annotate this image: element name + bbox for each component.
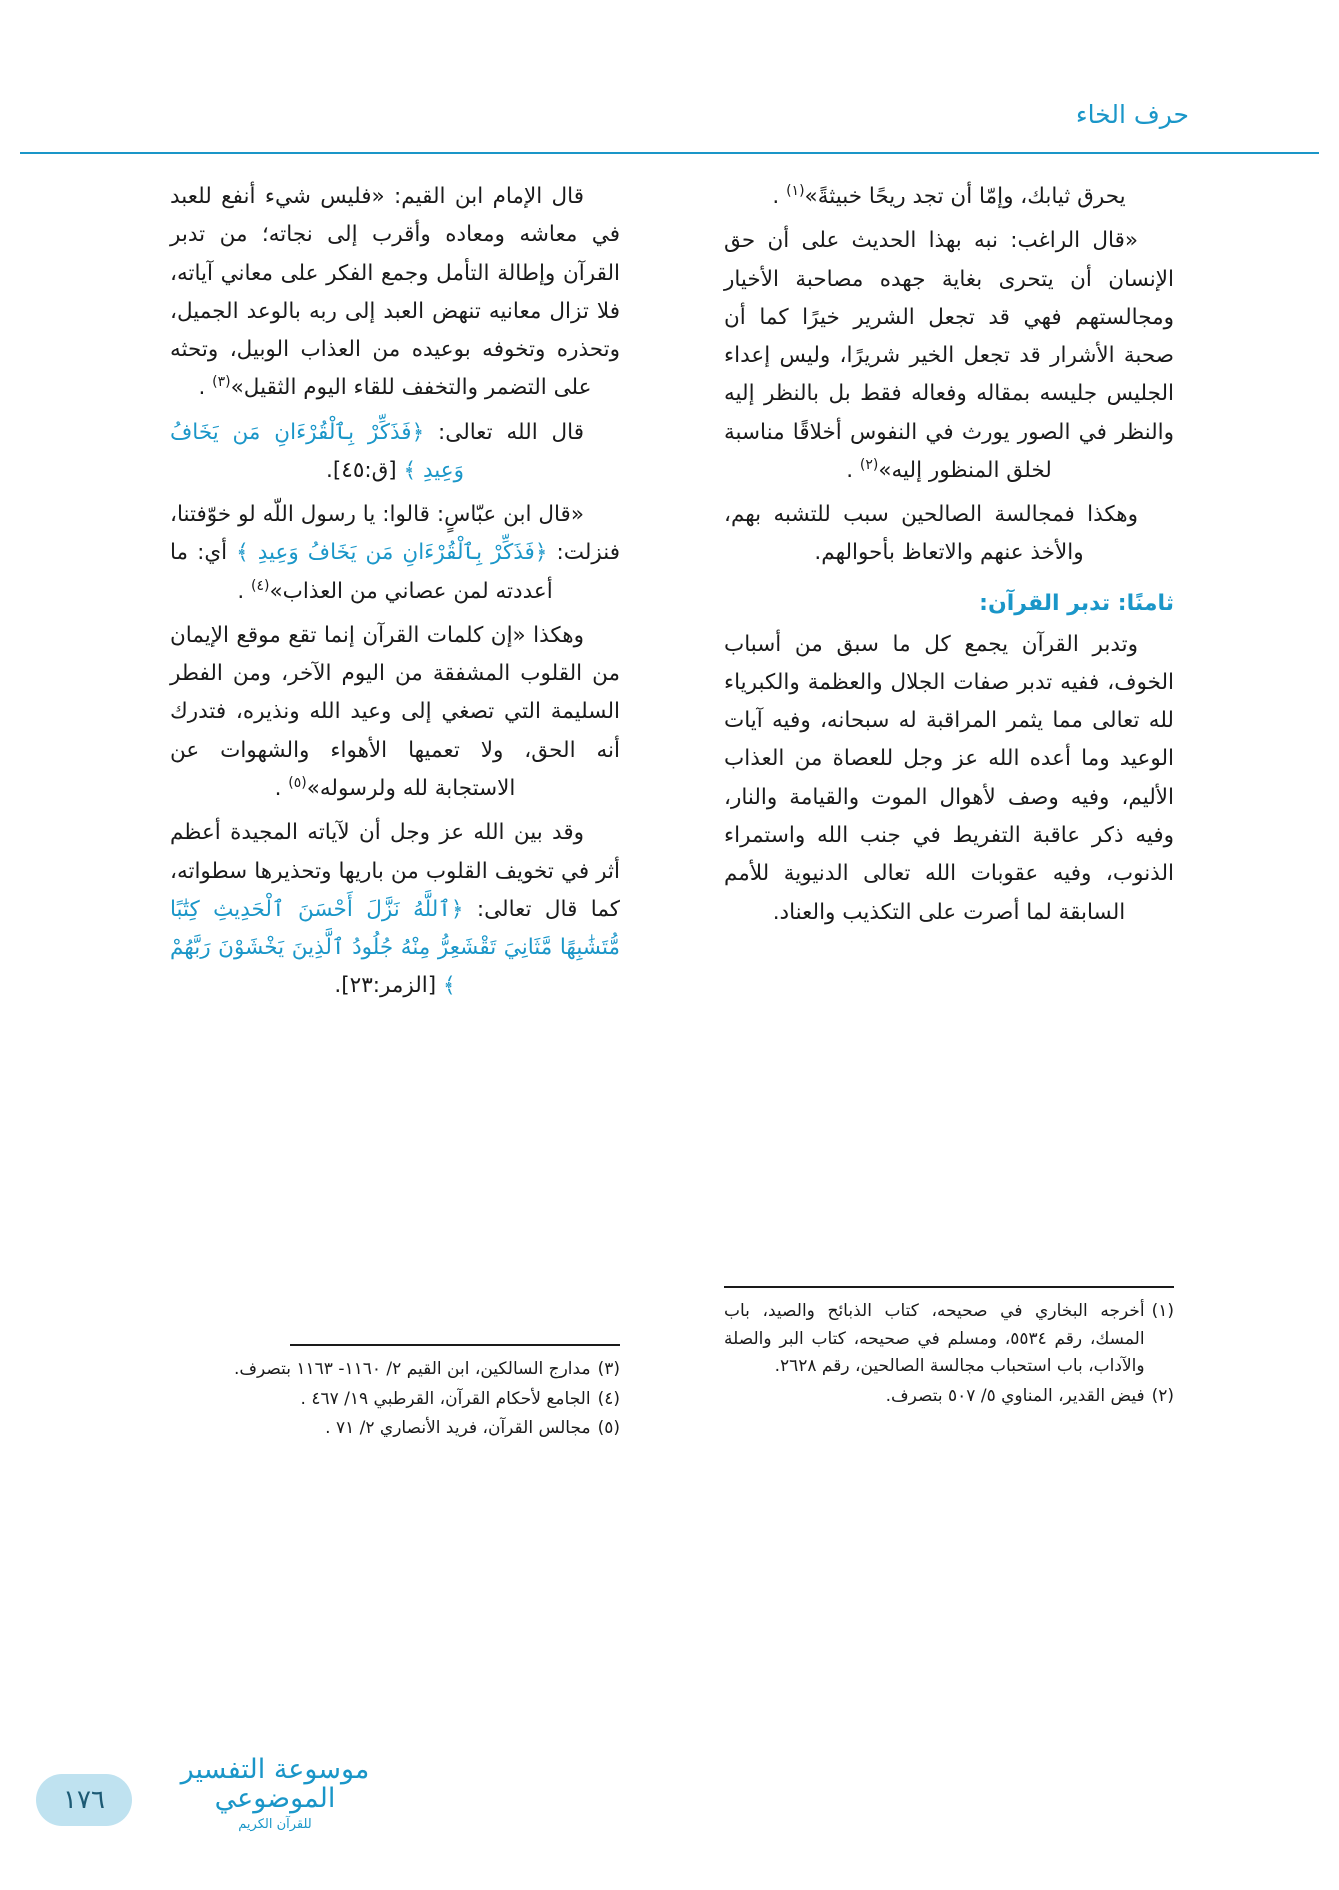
footnote-item bbox=[170, 1415, 620, 1443]
footnote-number: (٢) bbox=[1151, 1385, 1174, 1406]
page-footer bbox=[0, 1742, 1339, 1832]
page-header bbox=[0, 100, 1339, 160]
paragraph: قال الإمام ابن القيم: «فليس شيء أنفع للعبد في معاشه ومعاده وأقرب إلى نجاته؛ من تدبر القرآن وإطالة التأمل وجمع الفكر على معاني آياته، فلا تزال معانيه تنهض العبد إلى ربه بالوعد الجميل، وتحذره وتخوفه بوعيده من العذاب الوبيل، وتحثه على التضمر والتخفف للقاء اليوم الثقيل»$^{(٣)}$ . bbox=[170, 184, 620, 401]
footnote-text: فيض القدير، المناوي ٥/ ٥٠٧ بتصرف. bbox=[885, 1385, 1145, 1406]
right-column bbox=[724, 178, 1174, 938]
footnote-item bbox=[170, 1386, 620, 1414]
logo-title: موسوعة التفسير الموضوعي bbox=[180, 1753, 370, 1815]
footnote-number: (٤) bbox=[597, 1388, 620, 1409]
footnote-item bbox=[724, 1298, 1174, 1381]
paragraph: وهكذا «إن كلمات القرآن إنما تقع موقع الإيمان من القلوب المشفقة من اليوم الآخر، ومن الفطر السليمة التي تصغي إلى وعيد الله ونذيره، فتدرك أنه الحق، ولا تعميها الأهواء والشهوات عن الاستجابة لله ولرسوله»$^{(٥)}$ . bbox=[170, 622, 620, 801]
paragraph: وهكذا فمجالسة الصالحين سبب للتشبه بهم، والأخذ عنهم والاتعاظ بأحوالهم. bbox=[724, 502, 1138, 566]
footnote-number: (٥) bbox=[597, 1418, 620, 1439]
publisher-logo bbox=[160, 1755, 390, 1832]
paragraph-quran-verse: «قال ابن عبّاسٍ: قالوا: يا رسول اللّه لو خوّفتنا، فنزلت: ﴿فَذَكِّرْ بِٱلْقُرْءَانِ مَن يَخَافُ وَعِيدِ ﴾ أي: ما أعددته لمن عصاني من العذاب»$^{(٤)}$ . bbox=[170, 502, 620, 604]
footnote-divider bbox=[724, 1286, 1174, 1288]
footnote-text: مجالس القرآن، فريد الأنصاري ٢/ ٧١ . bbox=[325, 1418, 591, 1439]
footnote-divider bbox=[290, 1344, 620, 1346]
footnote-text: الجامع لأحكام القرآن، القرطبي ١٩/ ٤٦٧ . bbox=[300, 1388, 591, 1409]
page-number: ١٧٦ bbox=[36, 1774, 132, 1826]
paragraph-quran-verse: قال الله تعالى: ﴿فَذَكِّرْ بِٱلْقُرْءَانِ مَن يَخَافُ وَعِيدِ ﴾ [ق:٤٥]. bbox=[170, 419, 584, 483]
left-column bbox=[170, 178, 620, 1012]
chapter-title: حرف الخاء bbox=[1075, 100, 1189, 129]
header-divider bbox=[20, 152, 1319, 154]
footnote-number: (١) bbox=[1151, 1301, 1174, 1321]
footnotes-left bbox=[170, 1330, 620, 1445]
paragraph: يحرق ثيابك، وإمّا أن تجد ريحًا خبيثةً»$^{(١)}$ . bbox=[772, 182, 1126, 209]
footnotes-right bbox=[724, 1272, 1174, 1412]
footnote-item bbox=[724, 1383, 1174, 1411]
footnote-text: مدارج السالكين، ابن القيم ٢/ ١١٦٠- ١١٦٣ بتصرف. bbox=[233, 1359, 591, 1379]
footnote-text: أخرجه البخاري في صحيحه، كتاب الذبائح والصيد، باب المسك، رقم ٥٥٣٤، ومسلم في صحيحه، كتاب البر والصلة والآداب، باب استحباب مجالسة الصالحين، رقم ٢٦٢٨. bbox=[724, 1301, 1145, 1377]
logo-subtitle: للقرآن الكريم bbox=[238, 1817, 312, 1832]
footnote-item bbox=[170, 1356, 620, 1384]
section-heading: ثامنًا: تدبر القرآن: bbox=[979, 590, 1174, 616]
paragraph: «قال الراغب: نبه بهذا الحديث على أن حق الإنسان أن يتحرى بغاية جهده مصاحبة الأخيار ومجالستهم فهي قد تجعل الشرير خيرًا كما أن صحبة الأشرار قد تجعل الخير شريرًا، وليس إعداء الجليس جليسه بمقاله وفعاله فقط بل بالنظر إليه والنظر في الصور يورث في النفوس أخلاقًا مناسبة لخلق المنظور إليه»$^{(٢)}$ . bbox=[724, 228, 1174, 483]
footnote-number: (٣) bbox=[597, 1359, 620, 1379]
paragraph: وتدبر القرآن يجمع كل ما سبق من أسباب الخوف، ففيه تدبر صفات الجلال والعظمة والكبرياء لله تعالى مما يثمر المراقبة له سبحانه، وفيه آيات الوعيد وما أعده الله عز وجل للعصاة من العذاب الأليم، وفيه وصف لأهوال الموت والقيامة والنار، وفيه ذكر عاقبة التفريط في جنب الله واستمراء الذنوب، وفيه عقوبات الله تعالى الدنيوية للأمم السابقة لما أصرت على التكذيب والعناد. bbox=[724, 631, 1174, 925]
paragraph-quran-verse: وقد بين الله عز وجل أن لآياته المجيدة أعظم أثر في تخويف القلوب من باريها وتحذيرها سطواته، كما قال تعالى: ﴿ٱللَّهُ نَزَّلَ أَحْسَنَ ٱلْحَدِيثِ كِتَٰبًا مُّتَشَٰبِهًا مَّثَانِيَ تَقْشَعِرُّ مِنْهُ جُلُودُ ٱلَّذِينَ يَخْشَوْنَ رَبَّهُمْ ﴾ [الزمر:٢٣]. bbox=[170, 820, 620, 999]
